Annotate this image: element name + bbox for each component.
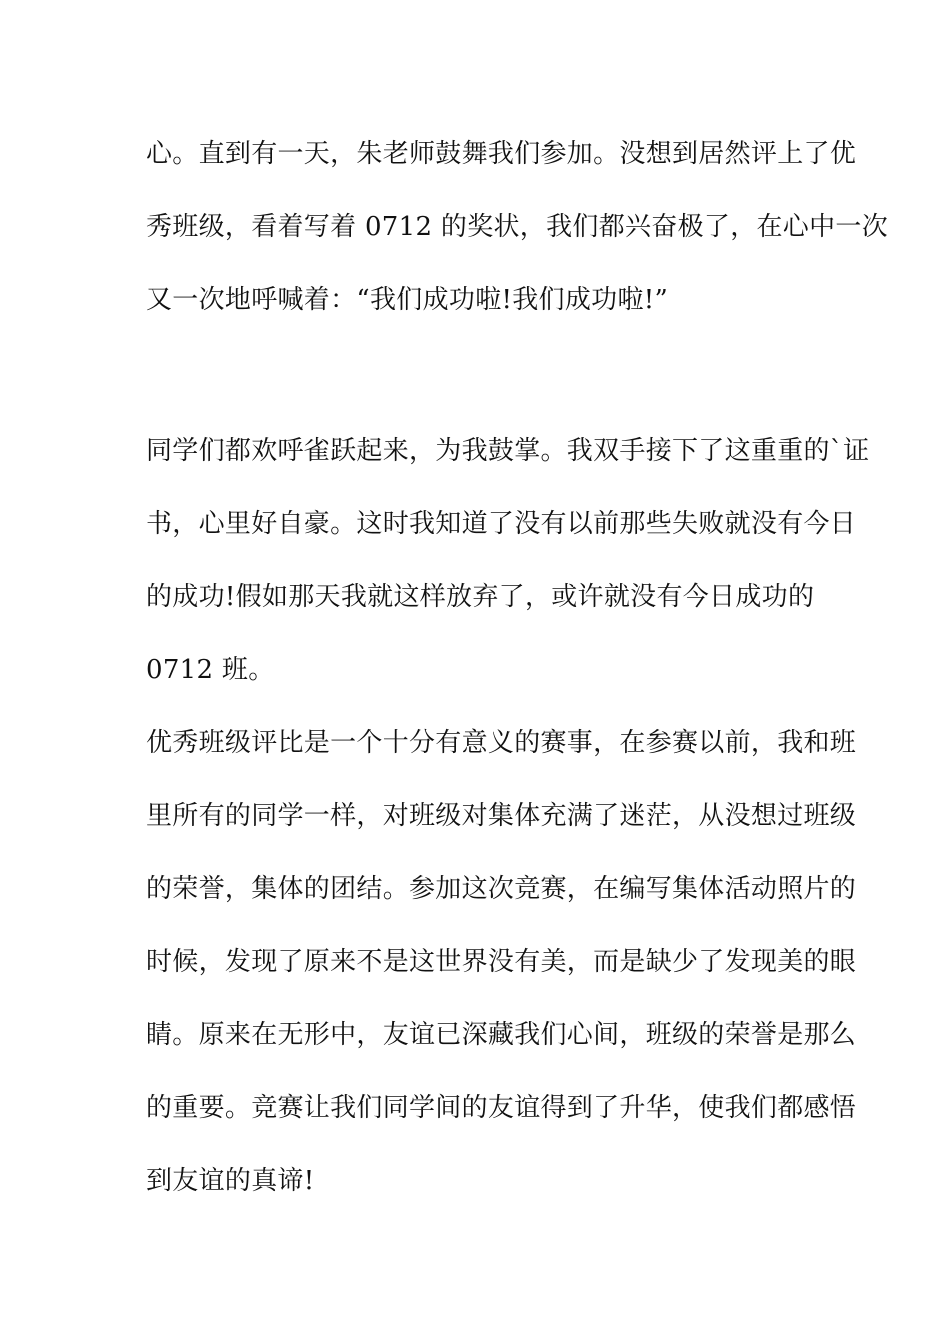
text-line: 的荣誉，集体的团结。参加这次竞赛，在编写集体活动照片的 — [146, 874, 857, 904]
text-line: 0712 班。 — [146, 655, 275, 685]
text-line: 书，心里好自豪。这时我知道了没有以前那些失败就没有今日 — [146, 509, 857, 539]
text-line: 同学们都欢呼雀跃起来，为我鼓掌。我双手接下了这重重的`证 — [146, 436, 870, 466]
text-line: 睛。原来在无形中，友谊已深藏我们心间，班级的荣誉是那么 — [146, 1020, 857, 1050]
text-line: 又一次地呼喊着：“我们成功啦!我们成功啦!” — [146, 285, 669, 315]
text-line: 时候，发现了原来不是这世界没有美，而是缺少了发现美的眼 — [146, 947, 857, 977]
text-line: 到友谊的真谛! — [146, 1166, 315, 1196]
text-line: 的成功!假如那天我就这样放弃了，或许就没有今日成功的 — [146, 582, 815, 612]
text-line: 优秀班级评比是一个十分有意义的赛事，在参赛以前，我和班 — [146, 728, 857, 758]
text-line: 的重要。竞赛让我们同学间的友谊得到了升华，使我们都感悟 — [146, 1093, 857, 1123]
text-line: 里所有的同学一样，对班级对集体充满了迷茫，从没想过班级 — [146, 801, 857, 831]
text-line: 心。直到有一天，朱老师鼓舞我们参加。没想到居然评上了优 — [146, 139, 857, 169]
text-line: 秀班级，看着写着 0712 的奖状，我们都兴奋极了，在心中一次 — [146, 212, 888, 242]
